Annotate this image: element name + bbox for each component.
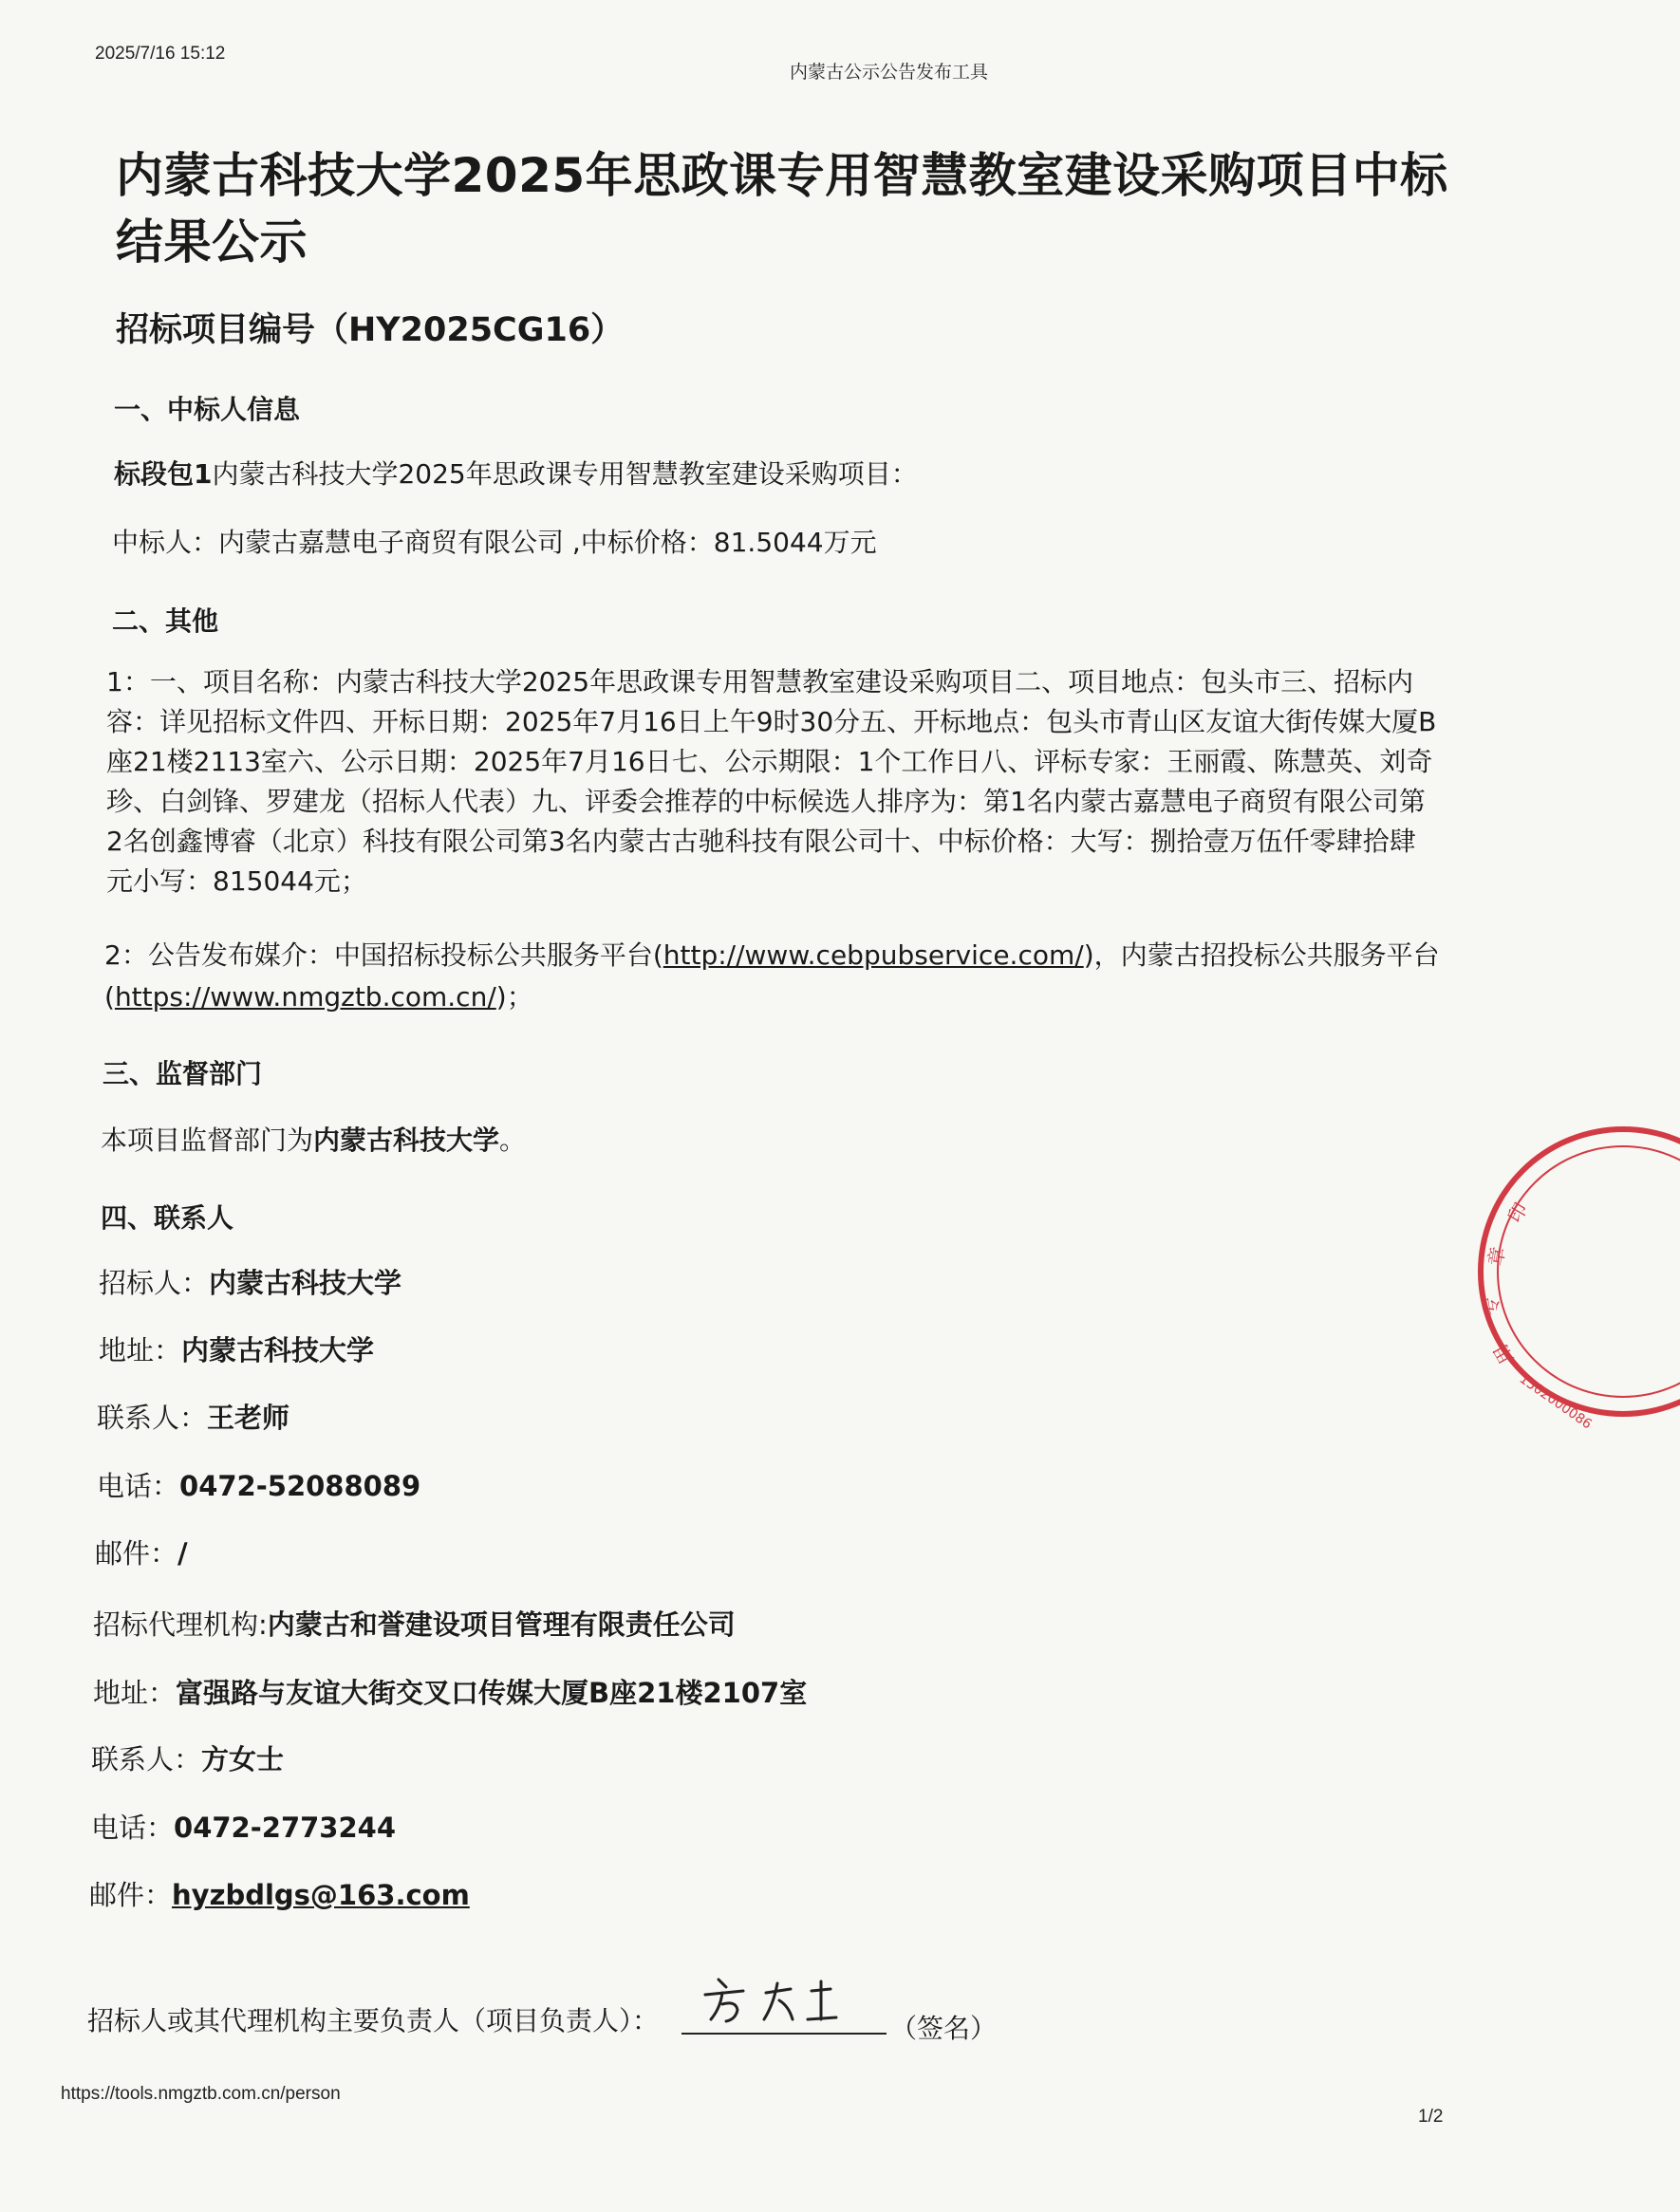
agency-row [93, 1604, 736, 1643]
signature-label: 招标人或其代理机构主要负责人（项目负责人）： [87, 2005, 660, 2036]
handwritten-signature [698, 1972, 864, 2029]
supervision-dept: 内蒙古科技大学 [313, 1125, 500, 1156]
supervision-suffix: 。 [499, 1125, 527, 1156]
item2-prefix: 2：公告发布媒介：中国招标投标公共服务平台( [104, 939, 663, 971]
agency-email-link[interactable]: hyzbdlgs@163.com [172, 1879, 470, 1911]
email-row [95, 1533, 188, 1571]
agency-address-value: 富强路与友谊大街交叉口传媒大厦B座21楼2107室 [176, 1677, 808, 1709]
item2-line-2 [104, 976, 1471, 1018]
agency-email-row [89, 1874, 470, 1913]
cebpubservice-link[interactable]: http://www.cebpubservice.com/ [663, 939, 1084, 971]
section-other-heading: 二、其他 [112, 605, 219, 637]
agency-contact-value: 方女士 [201, 1743, 285, 1775]
address-value: 内蒙古科技大学 [181, 1334, 375, 1366]
agency-address-row [93, 1672, 807, 1711]
svg-text:专: 专 [1478, 1294, 1504, 1318]
item1-line: 1：一、项目名称：内蒙古科技大学2025年思政课专用智慧教室建设采购项目二、项目地点：包头市三、招标内 [106, 666, 1414, 697]
svg-text:1502000086: 1502000086 [1516, 1371, 1595, 1433]
signature-suffix: （签名） [890, 2013, 998, 2044]
print-tool-name: 内蒙古公示公告发布工具 [790, 63, 989, 83]
official-seal-stamp [1462, 1110, 1680, 1433]
signature-line [681, 2033, 887, 2035]
agency-phone-value: 0472-2773244 [174, 1812, 397, 1844]
section-supervision-heading: 三、监督部门 [103, 1058, 263, 1089]
other-item-2 [104, 935, 1471, 1018]
svg-text:用: 用 [1488, 1340, 1519, 1368]
field-label: 电话： [97, 1470, 180, 1502]
agency-contact-row [91, 1738, 284, 1777]
lot-name: 内蒙古科技大学2025年思政课专用智慧教室建设采购项目： [212, 458, 918, 490]
field-label: 联系人： [91, 1743, 202, 1775]
project-number: 招标项目编号（HY2025CG16） [116, 311, 625, 349]
supervision-text [101, 1120, 526, 1158]
page-title: 内蒙古科技大学2025年思政课专用智慧教室建设采购项目中标结果公示 [116, 148, 1448, 270]
print-datetime: 2025/7/16 15:12 [95, 44, 226, 64]
field-label: 地址： [93, 1677, 177, 1709]
agency-phone-row [91, 1807, 396, 1846]
contact-value: 王老师 [207, 1402, 290, 1434]
other-item-1 [106, 662, 1464, 902]
lot-label: 标段包1 [114, 458, 213, 490]
item1-line: 座21楼2113室六、公示日期：2025年7月16日七、公示期限：1个工作日八、评标专家：王丽霞、陈慧英、刘奇 [106, 746, 1433, 777]
field-label: 联系人： [97, 1402, 208, 1434]
footer-url: https://tools.nmgztb.com.cn/person [61, 2084, 341, 2104]
supervision-prefix: 本项目监督部门为 [101, 1125, 314, 1156]
email-value: / [177, 1537, 188, 1570]
svg-text:章: 章 [1484, 1245, 1510, 1268]
page-number: 1/2 [1418, 2107, 1444, 2127]
field-label: 地址： [99, 1334, 182, 1366]
field-label: 电话： [91, 1812, 175, 1844]
tenderer-row [99, 1262, 401, 1301]
phone-row [97, 1465, 420, 1504]
lot-line [114, 454, 918, 492]
item1-line: 珍、白剑锋、罗建龙（招标人代表）九、评委会推荐的中标候选人排序为：第1名内蒙古嘉慧电子商贸有限公司第 [106, 786, 1426, 817]
item1-line: 容：详见招标文件四、开标日期：2025年7月16日上午9时30分五、开标地点：包头市青山区友谊大街传媒大厦B [106, 706, 1437, 737]
field-label: 邮件： [95, 1537, 178, 1570]
address-row [99, 1329, 374, 1368]
item2-suffix: )； [495, 981, 533, 1013]
item1-line: 元小写：815044元； [106, 865, 367, 897]
agency-value: 内蒙古和誉建设项目管理有限责任公司 [267, 1608, 736, 1641]
svg-text:印: 印 [1503, 1199, 1533, 1227]
field-label: 邮件： [89, 1879, 173, 1911]
item1-line: 2名创鑫博睿（北京）科技有限公司第3名内蒙古古驰科技有限公司十、中标价格：大写：捌拾壹万伍仟零肆拾肆 [106, 826, 1416, 857]
item2-open: ( [104, 981, 115, 1013]
tenderer-value: 内蒙古科技大学 [209, 1267, 402, 1299]
winner-line: 中标人：内蒙古嘉慧电子商贸有限公司 ,中标价格：81.5044万元 [112, 527, 877, 558]
item2-line-1 [104, 935, 1471, 976]
field-label: 招标人： [99, 1267, 210, 1299]
section-winner-heading: 一、中标人信息 [114, 394, 301, 425]
phone-value: 0472-52088089 [179, 1470, 421, 1502]
nmgztb-link[interactable]: https://www.nmgztb.com.cn/ [114, 981, 496, 1013]
contact-row [97, 1397, 289, 1436]
field-label: 招标代理机构: [93, 1608, 268, 1641]
item2-mid: )，内蒙古招投标公共服务平台 [1083, 939, 1440, 971]
section-contact-heading: 四、联系人 [101, 1202, 234, 1234]
